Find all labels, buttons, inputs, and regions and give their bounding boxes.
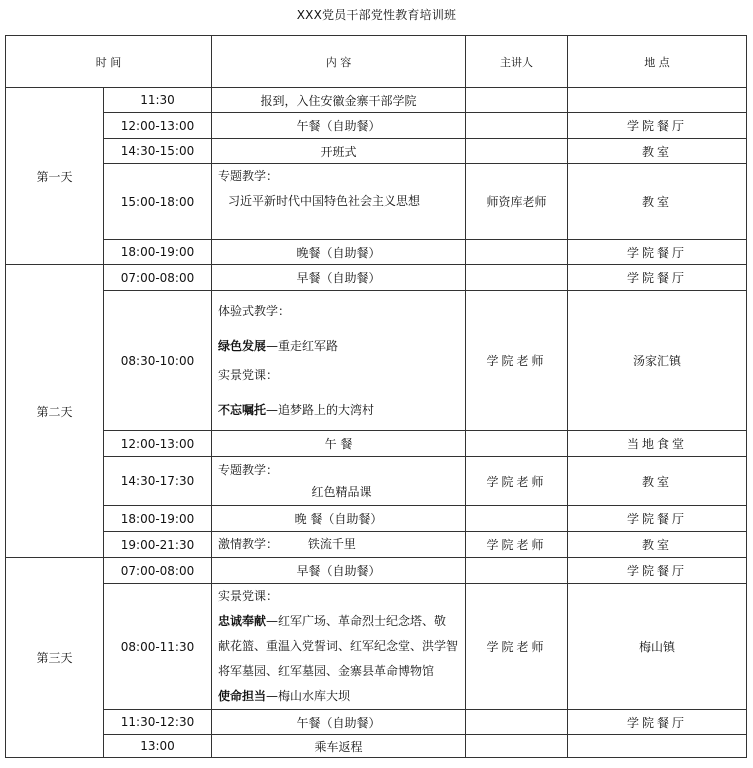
day-label: 第三天 [6, 558, 104, 758]
table-row [6, 558, 747, 584]
schedule-table [5, 35, 747, 758]
content-cell: 早餐（自助餐） [212, 558, 466, 584]
speaker-cell: 学院老师 [466, 584, 568, 710]
content-text: 绿色发展—重走红军路 [218, 338, 339, 353]
speaker-cell: 学院老师 [466, 291, 568, 431]
day-label: 第一天 [6, 88, 104, 265]
time-cell: 15:00-18:00 [104, 164, 212, 240]
content-text: 习近平新时代中国特色社会主义思想 [228, 194, 421, 208]
content-cell: 报到，入住安徽金寨干部学院 [212, 88, 466, 113]
content-cell: 晚餐（自助餐） [212, 240, 466, 265]
speaker-cell [466, 265, 568, 291]
speaker-cell [466, 735, 568, 758]
table-row [6, 710, 747, 735]
content-label: 激情教学： [218, 537, 279, 551]
location-cell: 梅山镇 [568, 584, 747, 710]
table-row [6, 113, 747, 139]
table-row [6, 265, 747, 291]
speaker-cell [466, 710, 568, 735]
content-bold: 使命担当 [218, 689, 267, 703]
page-title: XXX党员干部党性教育培训班 [296, 8, 457, 22]
content-bold: 忠诚奉献 [218, 614, 267, 628]
content-cell [212, 164, 466, 240]
time-cell: 18:00-19:00 [104, 506, 212, 532]
content-text: 红色精品课 [311, 485, 372, 499]
content-text: 使命担当—梅山水库大坝 [218, 689, 351, 703]
table-row [6, 164, 747, 240]
content-text: 献花篮、重温入党誓词、红军纪念堂、洪学智 [218, 639, 459, 653]
content-cell [212, 584, 466, 710]
table-row [6, 431, 747, 457]
speaker-cell: 学院老师 [466, 532, 568, 558]
table-row [6, 291, 747, 431]
location-cell: 学院餐厅 [568, 265, 747, 291]
header-time: 时 间 [6, 36, 212, 88]
speaker-cell [466, 558, 568, 584]
speaker-cell [466, 431, 568, 457]
table-header-row [6, 36, 747, 88]
content-cell: 早餐（自助餐） [212, 265, 466, 291]
content-cell: 乘车返程 [212, 735, 466, 758]
content-cell: 开班式 [212, 139, 466, 164]
location-cell: 学院餐厅 [568, 113, 747, 139]
content-cell: 晚 餐（自助餐） [212, 506, 466, 532]
location-cell [568, 735, 747, 758]
time-cell: 14:30-17:30 [104, 457, 212, 506]
header-content: 内 容 [212, 36, 466, 88]
content-bold: 绿色发展 [218, 338, 267, 353]
speaker-cell: 学院老师 [466, 457, 568, 506]
time-cell: 07:00-08:00 [104, 558, 212, 584]
content-label: 实景党课： [218, 367, 279, 382]
content-label: 专题教学： [218, 463, 279, 477]
time-cell: 19:00-21:30 [104, 532, 212, 558]
table-row [6, 88, 747, 113]
time-cell: 08:00-11:30 [104, 584, 212, 710]
content-text: 忠诚奉献—红军广场、革命烈士纪念塔、敬 [218, 614, 447, 628]
content-text: 铁流千里 [307, 537, 356, 551]
table-row [6, 735, 747, 758]
time-cell: 11:30 [104, 88, 212, 113]
time-cell: 11:30-12:30 [104, 710, 212, 735]
time-cell: 18:00-19:00 [104, 240, 212, 265]
header-location: 地 点 [568, 36, 747, 88]
location-cell: 教室 [568, 532, 747, 558]
table-row [6, 457, 747, 506]
content-label: 实景党课： [218, 589, 279, 603]
content-cell [212, 532, 466, 558]
speaker-cell [466, 139, 568, 164]
table-row [6, 506, 747, 532]
speaker-cell [466, 88, 568, 113]
content-text: 不忘嘱托—追梦路上的大湾村 [218, 402, 375, 417]
speaker-cell [466, 240, 568, 265]
table-row [6, 240, 747, 265]
location-cell: 学院餐厅 [568, 506, 747, 532]
speaker-cell [466, 113, 568, 139]
content-cell: 午 餐 [212, 431, 466, 457]
time-cell: 13:00 [104, 735, 212, 758]
time-cell: 12:00-13:00 [104, 113, 212, 139]
table-row [6, 584, 747, 710]
header-speaker: 主讲人 [466, 36, 568, 88]
content-cell [212, 457, 466, 506]
location-cell: 教室 [568, 457, 747, 506]
content-text: 将军墓园、红军墓园、金寨县革命博物馆 [218, 664, 435, 678]
time-cell: 07:00-08:00 [104, 265, 212, 291]
content-cell: 午餐（自助餐） [212, 710, 466, 735]
content-label: 专题教学： [218, 169, 279, 183]
time-cell: 08:30-10:00 [104, 291, 212, 431]
location-cell: 教室 [568, 139, 747, 164]
content-cell [212, 291, 466, 431]
speaker-cell [466, 506, 568, 532]
location-cell: 学院餐厅 [568, 240, 747, 265]
location-cell: 汤家汇镇 [568, 291, 747, 431]
speaker-cell: 师资库老师 [466, 164, 568, 240]
time-cell: 14:30-15:00 [104, 139, 212, 164]
content-label: 体验式教学： [218, 303, 291, 318]
location-cell: 教室 [568, 164, 747, 240]
location-cell [568, 88, 747, 113]
location-cell: 学院餐厅 [568, 558, 747, 584]
location-cell: 学院餐厅 [568, 710, 747, 735]
location-cell: 当地食堂 [568, 431, 747, 457]
table-row [6, 532, 747, 558]
content-bold: 不忘嘱托 [218, 402, 267, 417]
time-cell: 12:00-13:00 [104, 431, 212, 457]
content-cell: 午餐（自助餐） [212, 113, 466, 139]
table-row [6, 139, 747, 164]
day-label: 第二天 [6, 265, 104, 558]
